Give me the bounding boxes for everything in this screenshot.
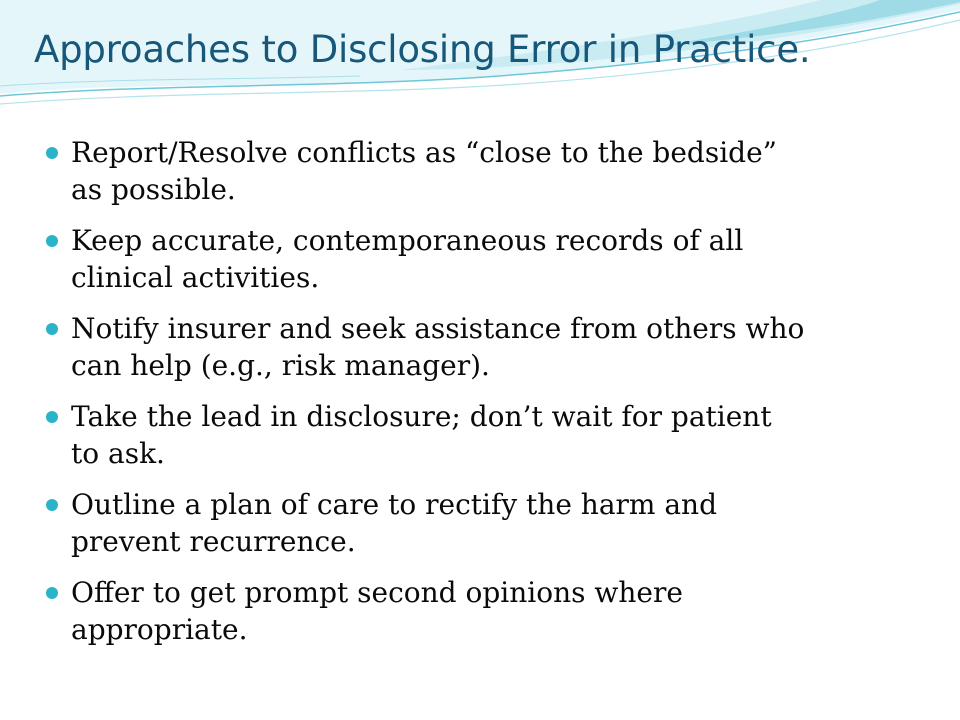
bullet-list xyxy=(46,134,906,662)
bullet-dot-icon xyxy=(46,147,58,159)
bullet-item xyxy=(46,310,906,384)
bullet-text-line: Outline a plan of care to rectify the harm and xyxy=(71,488,718,521)
bullet-dot-icon xyxy=(46,587,58,599)
bullet-text-line: Offer to get prompt second opinions where xyxy=(71,576,683,609)
bullet-dot-icon xyxy=(46,235,58,247)
bullet-dot-icon xyxy=(46,499,58,511)
slide-title: Approaches to Disclosing Error in Practice. xyxy=(34,28,811,71)
bullet-dot-icon xyxy=(46,323,58,335)
bullet-text-line: Take the lead in disclosure; don’t wait for patient xyxy=(71,400,772,433)
bullet-text-line: Keep accurate, contemporaneous records of all xyxy=(71,224,744,257)
bullet-text-line: Report/Resolve conflicts as “close to the bedside” xyxy=(71,136,777,169)
bullet-item xyxy=(46,134,906,208)
bullet-dot-icon xyxy=(46,411,58,423)
bullet-item xyxy=(46,398,906,472)
bullet-text-line: as possible. xyxy=(71,173,236,206)
bullet-text-line: Notify insurer and seek assistance from others who xyxy=(71,312,805,345)
bullet-text-line: can help (e.g., risk manager). xyxy=(71,349,490,382)
bullet-text-line: prevent recurrence. xyxy=(71,525,356,558)
bullet-text-line: clinical activities. xyxy=(71,261,320,294)
bullet-text-line: to ask. xyxy=(71,437,165,470)
bullet-text-line: appropriate. xyxy=(71,613,248,646)
bullet-item xyxy=(46,574,906,648)
bullet-item xyxy=(46,222,906,296)
bullet-item xyxy=(46,486,906,560)
